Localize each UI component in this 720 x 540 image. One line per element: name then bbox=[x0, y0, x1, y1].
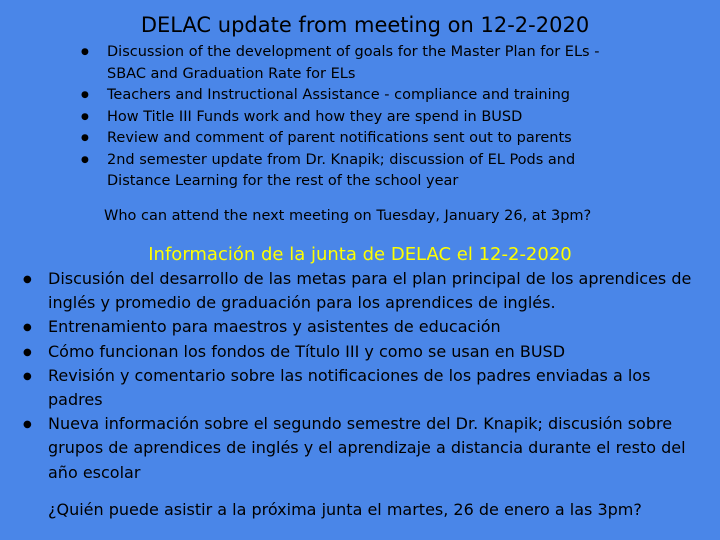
list-item: ● Entrenamiento para maestros y asistentes de educación bbox=[22, 315, 704, 339]
list-item: ● 2nd semester update from Dr. Knapik; discussion of EL Pods and Distance Learning for the rest of the school year bbox=[76, 150, 636, 193]
english-next-meeting-question: Who can attend the next meeting on Tuesday, January 26, at 3pm? bbox=[104, 208, 592, 224]
list-item: ● Discussion of the development of goals for the Master Plan for ELs - SBAC and Graduation Rate for ELs bbox=[76, 42, 636, 85]
english-agenda-list bbox=[76, 42, 636, 193]
list-item: ● Teachers and Instructional Assistance - compliance and training bbox=[76, 85, 636, 107]
spanish-agenda-list bbox=[22, 267, 704, 485]
spanish-next-meeting-question: ¿Quién puede asistir a la próxima junta el martes, 26 de enero a las 3pm? bbox=[48, 500, 642, 519]
list-item: ● How Title III Funds work and how they are spend in BUSD bbox=[76, 107, 636, 129]
list-item: ● Revisión y comentario sobre las notificaciones de los padres enviadas a los padres bbox=[22, 364, 704, 412]
english-title: DELAC update from meeting on 12-2-2020 bbox=[140, 13, 590, 37]
list-item: ● Discusión del desarrollo de las metas para el plan principal de los aprendices de inglés y promedio de graduación para los aprendices de inglés. bbox=[22, 267, 704, 315]
list-item: ● Cómo funcionan los fondos de Título III y como se usan en BUSD bbox=[22, 340, 704, 364]
spanish-title: Información de la junta de DELAC el 12-2-2020 bbox=[148, 244, 572, 265]
list-item: ● Review and comment of parent notifications sent out to parents bbox=[76, 128, 636, 150]
list-item: ● Nueva información sobre el segundo semestre del Dr. Knapik; discusión sobre grupos de aprendices de inglés y el aprendizaje a distancia durante el resto del año escolar bbox=[22, 412, 704, 485]
